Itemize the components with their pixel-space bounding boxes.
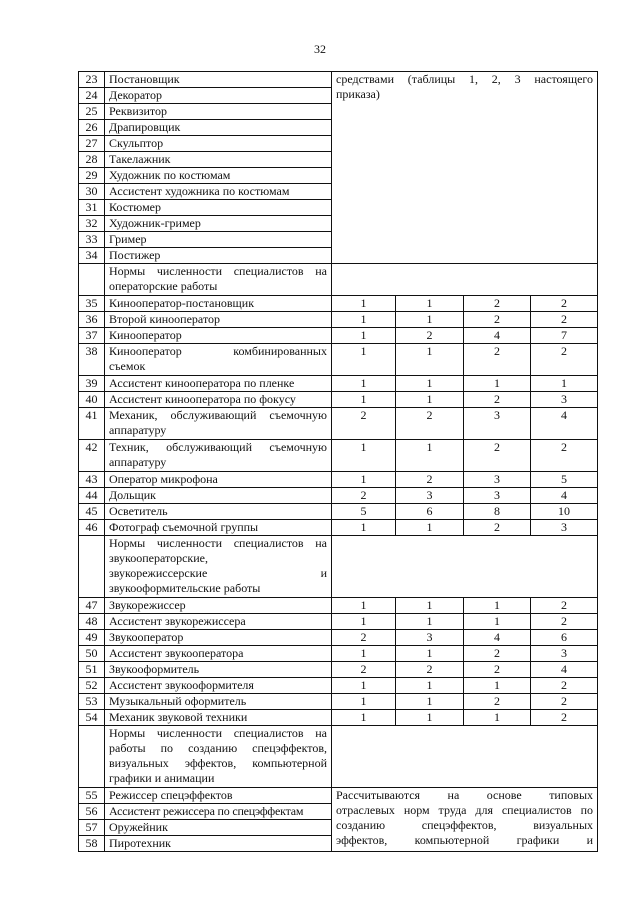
position-name: Костюмер <box>105 200 332 216</box>
row-number: 47 <box>79 598 105 614</box>
table-row <box>79 296 598 312</box>
section-line: Нормы численности специалистов на <box>109 536 327 550</box>
row-number: 35 <box>79 296 105 312</box>
position-name: Художник-гример <box>105 216 332 232</box>
section-line: звукорежиссерские и <box>109 566 327 580</box>
row-number: 45 <box>79 504 105 520</box>
value-cell: 2 <box>464 312 531 328</box>
position-name: Звукооформитель <box>105 662 332 678</box>
row-number: 40 <box>79 392 105 408</box>
row-number: 56 <box>79 804 105 820</box>
value-cell: 1 <box>396 392 464 408</box>
row-number: 30 <box>79 184 105 200</box>
table-row <box>79 694 598 710</box>
staffing-norms-table <box>78 71 598 852</box>
value-cell: 3 <box>464 472 531 488</box>
section-header-operator <box>79 264 598 296</box>
value-cell: 4 <box>464 630 531 646</box>
value-cell: 2 <box>531 614 598 630</box>
position-name: Ассистент звукооператора <box>105 646 332 662</box>
value-cell: 2 <box>332 408 396 440</box>
value-cell: 1 <box>396 344 464 376</box>
value-cell: 1 <box>464 376 531 392</box>
table-row <box>79 488 598 504</box>
note-line: эффектов, компьютерной графики и <box>336 833 594 847</box>
position-name: Ассистент звукорежиссера <box>105 614 332 630</box>
position-name: Звукорежиссер <box>105 598 332 614</box>
value-cell: 2 <box>464 646 531 662</box>
value-cell: 1 <box>332 694 396 710</box>
value-cell: 2 <box>464 344 531 376</box>
row-number: 37 <box>79 328 105 344</box>
position-name: Звукооператор <box>105 630 332 646</box>
table-row <box>79 710 598 726</box>
value-cell: 8 <box>464 504 531 520</box>
row-number: 50 <box>79 646 105 662</box>
value-cell: 1 <box>332 472 396 488</box>
value-cell: 3 <box>396 488 464 504</box>
position-name: Музыкальный оформитель <box>105 694 332 710</box>
position-name: Ассистент художника по костюмам <box>105 184 332 200</box>
section-title <box>105 536 332 598</box>
row-number: 44 <box>79 488 105 504</box>
row-number: 29 <box>79 168 105 184</box>
position-name: Ассистент звукооформителя <box>105 678 332 694</box>
section-line: звукооформительские работы <box>109 581 261 595</box>
position-name: Механик звуковой техники <box>105 710 332 726</box>
value-cell: 2 <box>464 520 531 536</box>
note-line: отраслевых норм труда для специалистов по <box>336 803 594 817</box>
value-cell: 1 <box>332 614 396 630</box>
table-row <box>79 344 598 376</box>
value-cell: 2 <box>464 296 531 312</box>
section-title <box>105 264 332 296</box>
note-line: созданию спецэффектов, визуальных <box>336 818 594 832</box>
position-name: Кинооператор <box>105 328 332 344</box>
row-number: 33 <box>79 232 105 248</box>
value-cell: 2 <box>531 710 598 726</box>
row-number: 41 <box>79 408 105 440</box>
row-number: 42 <box>79 440 105 472</box>
value-cell: 5 <box>531 472 598 488</box>
position-name: Второй кинооператор <box>105 312 332 328</box>
value-cell: 2 <box>531 678 598 694</box>
position-name: Ассистент кинооператора по фокусу <box>105 392 332 408</box>
value-cell: 1 <box>396 376 464 392</box>
row-number: 55 <box>79 788 105 804</box>
position-name: Фотограф съемочной группы <box>105 520 332 536</box>
value-cell: 2 <box>396 408 464 440</box>
section-line: графики и анимации <box>109 771 215 785</box>
row-number: 34 <box>79 248 105 264</box>
position-name: Оператор микрофона <box>105 472 332 488</box>
value-cell: 3 <box>531 646 598 662</box>
value-cell: 3 <box>464 488 531 504</box>
value-cell: 2 <box>464 694 531 710</box>
row-number: 26 <box>79 120 105 136</box>
value-cell: 2 <box>396 472 464 488</box>
value-cell: 1 <box>332 312 396 328</box>
section-empty-cell <box>332 264 598 296</box>
table-row <box>79 598 598 614</box>
note-line: Рассчитываются на основе типовых <box>336 788 594 802</box>
position-name: Художник по костюмам <box>105 168 332 184</box>
value-cell: 2 <box>332 630 396 646</box>
row-number: 54 <box>79 710 105 726</box>
value-cell: 3 <box>464 408 531 440</box>
value-cell: 1 <box>332 376 396 392</box>
row-number: 43 <box>79 472 105 488</box>
value-cell: 6 <box>396 504 464 520</box>
row-number: 25 <box>79 104 105 120</box>
page-number: 32 <box>314 42 326 56</box>
value-cell: 1 <box>332 296 396 312</box>
section-line: звукооператорские, <box>109 551 208 565</box>
row-number: 49 <box>79 630 105 646</box>
row-number: 31 <box>79 200 105 216</box>
section-line: работы по созданию спецэффектов, <box>109 741 327 755</box>
value-cell: 2 <box>396 328 464 344</box>
section-empty-cell <box>332 536 598 598</box>
row-number: 52 <box>79 678 105 694</box>
row-number: 57 <box>79 820 105 836</box>
value-cell: 1 <box>332 520 396 536</box>
row-number: 39 <box>79 376 105 392</box>
position-name: Реквизитор <box>105 104 332 120</box>
table-row <box>79 646 598 662</box>
section-header-sound <box>79 536 598 598</box>
row-number: 27 <box>79 136 105 152</box>
value-cell: 1 <box>396 296 464 312</box>
row-number: 46 <box>79 520 105 536</box>
value-cell: 6 <box>531 630 598 646</box>
section-line: операторские работы <box>109 279 218 293</box>
value-cell: 2 <box>464 392 531 408</box>
value-cell: 3 <box>531 392 598 408</box>
value-cell: 1 <box>332 328 396 344</box>
row-number: 51 <box>79 662 105 678</box>
value-cell: 2 <box>531 312 598 328</box>
value-cell: 2 <box>464 662 531 678</box>
value-cell: 1 <box>332 646 396 662</box>
value-cell: 4 <box>464 328 531 344</box>
section-empty-cell <box>332 726 598 788</box>
position-name: Механик, обслуживающий съемочную аппаратуру <box>105 408 332 440</box>
table-row <box>79 520 598 536</box>
position-name: Пиротехник <box>105 836 332 852</box>
value-cell: 1 <box>396 598 464 614</box>
note-line: приказа) <box>336 87 380 101</box>
value-cell: 2 <box>531 598 598 614</box>
note-cell-top <box>332 72 598 264</box>
section-line: Нормы численности специалистов на <box>109 726 327 740</box>
table-row <box>79 408 598 440</box>
table-row <box>79 440 598 472</box>
value-cell: 1 <box>464 710 531 726</box>
section-line: визуальных эффектов, компьютерной <box>109 756 327 770</box>
value-cell: 1 <box>332 678 396 694</box>
position-name: Постановщик <box>105 72 332 88</box>
section-title <box>105 726 332 788</box>
position-name: Скульптор <box>105 136 332 152</box>
value-cell: 1 <box>396 694 464 710</box>
value-cell: 1 <box>332 392 396 408</box>
row-number: 28 <box>79 152 105 168</box>
table-row <box>79 392 598 408</box>
value-cell: 4 <box>531 408 598 440</box>
position-name: Кинооператор-постановщик <box>105 296 332 312</box>
row-number: 24 <box>79 88 105 104</box>
value-cell: 2 <box>531 296 598 312</box>
note-cell-bottom <box>332 788 598 852</box>
value-cell: 2 <box>464 440 531 472</box>
value-cell: 1 <box>396 440 464 472</box>
value-cell: 7 <box>531 328 598 344</box>
value-cell: 1 <box>396 646 464 662</box>
value-cell: 10 <box>531 504 598 520</box>
table-row <box>79 788 598 804</box>
table-row <box>79 312 598 328</box>
position-name: Техник, обслуживающий съемочную аппаратуру <box>105 440 332 472</box>
value-cell: 1 <box>396 678 464 694</box>
table-row <box>79 328 598 344</box>
position-name: Постижер <box>105 248 332 264</box>
value-cell: 1 <box>396 614 464 630</box>
table-row <box>79 472 598 488</box>
value-cell: 1 <box>464 598 531 614</box>
value-cell: 1 <box>464 614 531 630</box>
row-number: 58 <box>79 836 105 852</box>
value-cell: 2 <box>332 662 396 678</box>
table-row <box>79 630 598 646</box>
value-cell: 3 <box>531 520 598 536</box>
value-cell: 2 <box>531 694 598 710</box>
value-cell: 1 <box>464 678 531 694</box>
position-name: Декоратор <box>105 88 332 104</box>
value-cell: 1 <box>396 520 464 536</box>
value-cell: 3 <box>396 630 464 646</box>
value-cell: 4 <box>531 662 598 678</box>
position-name: Кинооператор комбинированных съемок <box>105 344 332 376</box>
value-cell: 2 <box>396 662 464 678</box>
position-name: Дольщик <box>105 488 332 504</box>
table-row <box>79 662 598 678</box>
position-name: Режиссер спецэффектов <box>105 788 332 804</box>
row-number: 36 <box>79 312 105 328</box>
position-name: Ассистент режиссера по спецэффектам <box>105 804 332 820</box>
table-row <box>79 614 598 630</box>
value-cell: 1 <box>531 376 598 392</box>
table-row <box>79 376 598 392</box>
value-cell: 1 <box>396 710 464 726</box>
row-number: 48 <box>79 614 105 630</box>
value-cell: 4 <box>531 488 598 504</box>
position-name: Ассистент кинооператора по пленке <box>105 376 332 392</box>
table-row <box>79 678 598 694</box>
row-number: 38 <box>79 344 105 376</box>
value-cell: 1 <box>332 598 396 614</box>
note-line: средствами (таблицы 1, 2, 3 настоящего <box>336 72 594 86</box>
row-number: 32 <box>79 216 105 232</box>
section-header-effects <box>79 726 598 788</box>
table-row <box>79 72 598 88</box>
row-number: 53 <box>79 694 105 710</box>
position-name: Осветитель <box>105 504 332 520</box>
position-name: Драпировщик <box>105 120 332 136</box>
position-name: Оружейник <box>105 820 332 836</box>
value-cell: 1 <box>332 710 396 726</box>
position-name: Такелажник <box>105 152 332 168</box>
value-cell: 2 <box>531 440 598 472</box>
table-row <box>79 504 598 520</box>
row-number: 23 <box>79 72 105 88</box>
section-line: Нормы численности специалистов на <box>109 264 327 278</box>
value-cell: 1 <box>332 440 396 472</box>
position-name: Гример <box>105 232 332 248</box>
value-cell: 1 <box>396 312 464 328</box>
value-cell: 2 <box>531 344 598 376</box>
value-cell: 1 <box>332 344 396 376</box>
value-cell: 5 <box>332 504 396 520</box>
value-cell: 2 <box>332 488 396 504</box>
